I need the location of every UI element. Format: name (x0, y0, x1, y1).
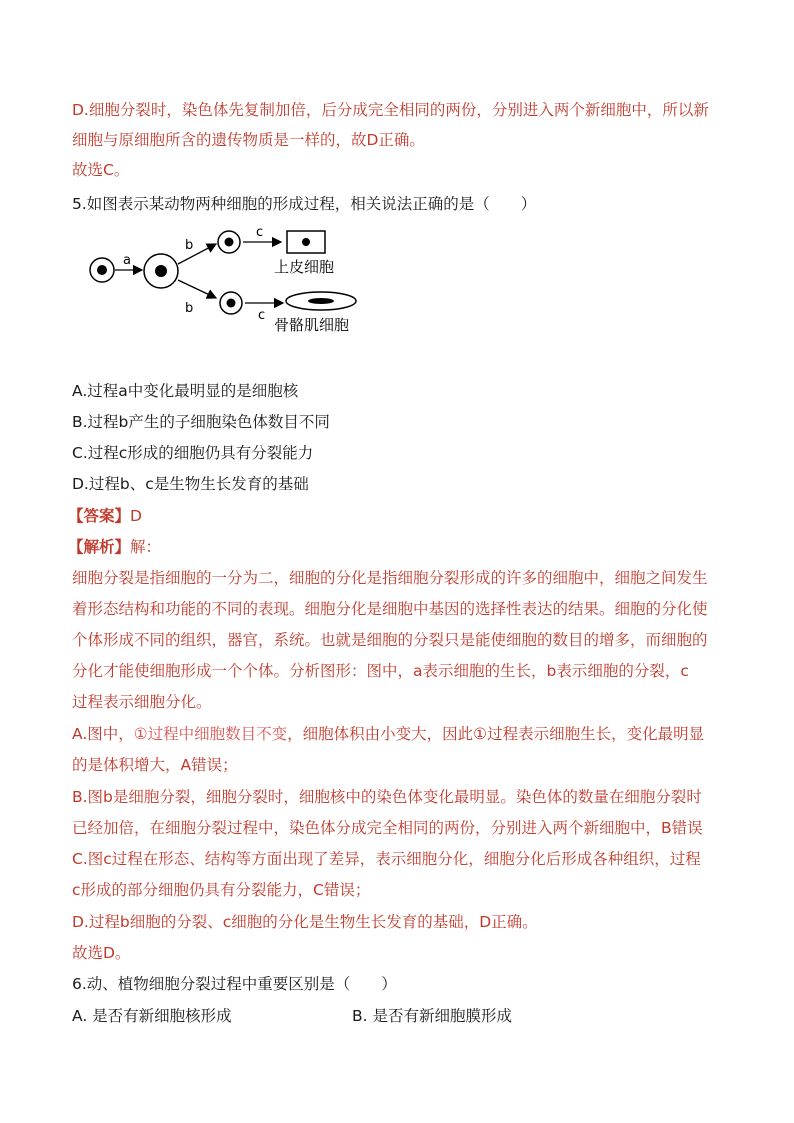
prev-explain-d-line2: 细胞与原细胞所含的遗传物质是一样的，故D正确。 (72, 131, 425, 149)
prev-explain-d-line1: D.细胞分裂时，染色体先复制加倍，后分成完全相同的两份，分别进入两个新细胞中，所以新 (72, 101, 709, 119)
q5-option-a: A.过程a中变化最明显的是细胞核 (72, 382, 299, 400)
diagram-label-c-lower: c (258, 308, 266, 323)
q6-stem: 6.动、植物细胞分裂过程中重要区别是（ ） (72, 975, 397, 993)
explain-b-line2: 已经加倍，在细胞分裂过程中，染色体分成完全相同的两份，分别进入两个新细胞中，B错误 (72, 819, 703, 837)
explain-a-line2: 的是体积增大，A错误； (72, 756, 238, 774)
daughter-cell-upper (218, 231, 240, 253)
explain-a-highlight: ①过程中细胞数目不变 (133, 725, 288, 743)
answer-label: 【答案】 (68, 507, 131, 525)
grown-cell (144, 254, 178, 288)
explain-a-line1 (72, 723, 704, 745)
analysis-para-line3: 个体形成不同的组织，器官，系统。也就是细胞的分裂只是能使细胞的数目的增多，而细胞的 (72, 631, 708, 649)
explain-d: D.过程b细胞的分裂、c细胞的分化是生物生长发育的基础，D正确。 (72, 913, 538, 931)
explain-c-line1: C.图c过程在形态、结构等方面出现了差异，表示细胞分化，细胞分化后形成各种组织，过程 (72, 850, 701, 868)
explain-a-rest: ，细胞体积由小变大，因此①过程表示细胞生长，变化最明显 (287, 725, 705, 743)
diagram-label-a: a (123, 253, 131, 268)
muscle-cell (286, 292, 356, 310)
analysis-para-line2: 着形态结构和功能的不同的表现。细胞分化是细胞中基因的选择性表达的结果。细胞的分化使 (72, 600, 708, 618)
analysis-para-line1: 细胞分裂是指细胞的一分为二，细胞的分化是指细胞分裂形成的许多的细胞中，细胞之间发生 (72, 569, 708, 587)
q5-option-b: B.过程b产生的子细胞染色体数目不同 (72, 413, 330, 431)
daughter-cell-lower (220, 292, 242, 314)
diagram-label-c-upper: c (256, 225, 264, 240)
epithelial-cell (287, 231, 325, 253)
analysis-para-line4: 分化才能使细胞形成一个个体。分析图形：图中，a表示细胞的生长，b表示细胞的分裂，c (72, 662, 689, 680)
q5-option-d: D.过程b、c是生物生长发育的基础 (72, 475, 309, 493)
analysis-line (68, 536, 161, 558)
epithelial-cell-label: 上皮细胞 (274, 258, 335, 276)
explain-c-line2: c形成的部分细胞仍具有分裂能力，C错误； (72, 881, 371, 899)
q5-stem: 5.如图表示某动物两种细胞的形成过程，相关说法正确的是（ ） (72, 195, 537, 213)
start-cell (90, 258, 114, 282)
diagram-label-b-lower: b (185, 301, 194, 316)
answer-value: D (130, 507, 142, 525)
prev-choose: 故选C。 (72, 161, 130, 179)
cell-formation-diagram (80, 222, 380, 342)
answer-line (68, 505, 142, 527)
analysis-para-line5: 过程表示细胞分化。 (72, 693, 212, 711)
analysis-suffix: 解： (130, 538, 162, 556)
q6-option-b: B. 是否有新细胞膜形成 (352, 1007, 512, 1025)
muscle-cell-label: 骨骼肌细胞 (274, 316, 350, 334)
q5-choose: 故选D。 (72, 944, 131, 962)
analysis-label: 【解析】 (68, 538, 131, 556)
explain-a-prefix: A.图中， (72, 725, 134, 743)
q5-option-c: C.过程c形成的细胞仍具有分裂能力 (72, 444, 314, 462)
diagram-label-b-upper: b (185, 238, 194, 253)
q6-option-a: A. 是否有新细胞核形成 (72, 1007, 232, 1025)
explain-b-line1: B.图b是细胞分裂，细胞分裂时，细胞核中的染色体变化最明显。染色体的数量在细胞分裂时 (72, 788, 702, 806)
